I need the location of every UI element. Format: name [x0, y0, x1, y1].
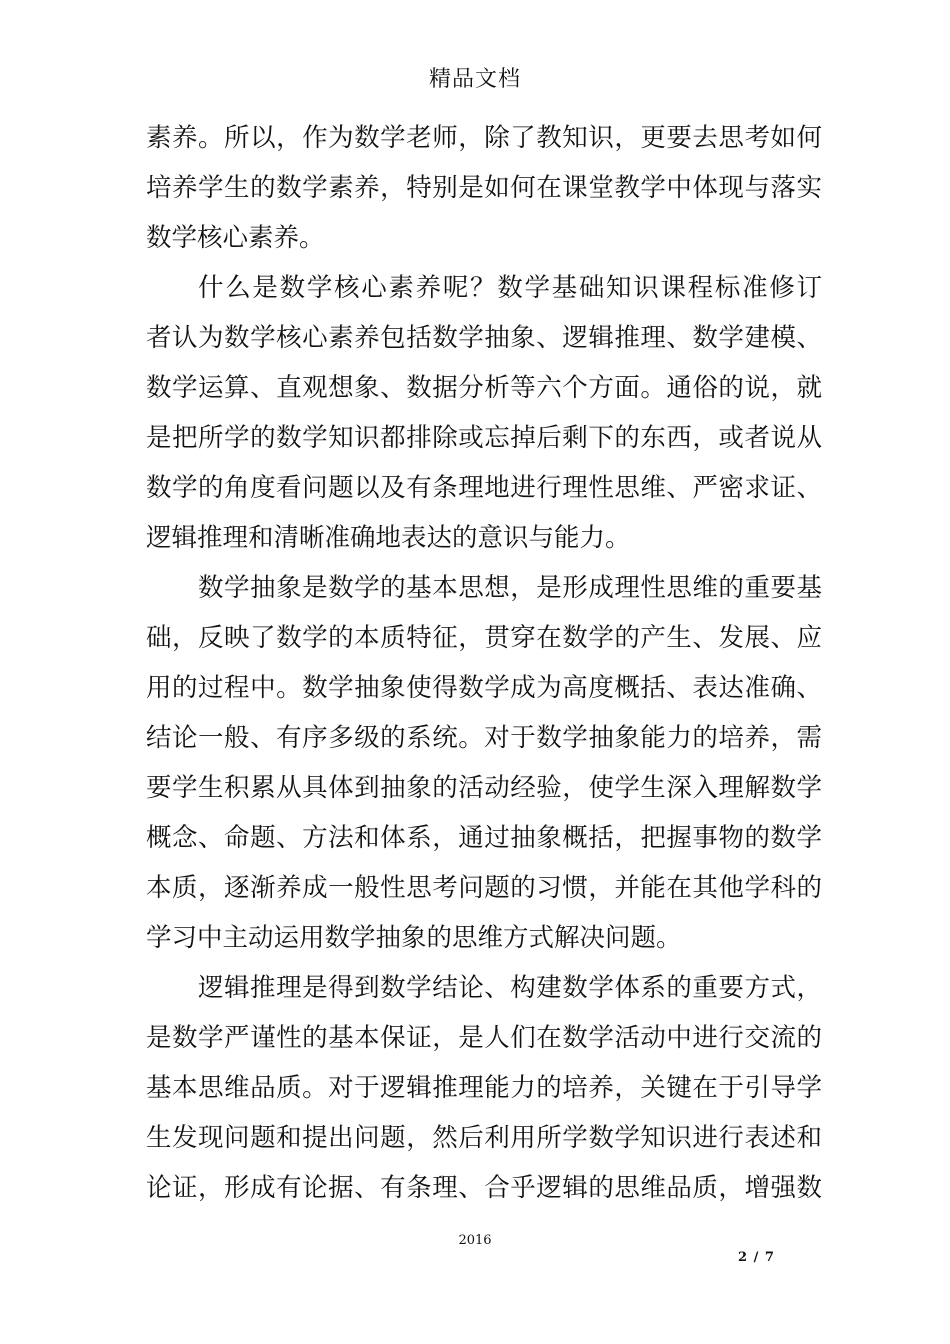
text-line: 生发现问题和提出问题，然后利用所学数学知识进行表述和: [146, 1123, 822, 1153]
text-line: 者认为数学核心素养包括数学抽象、逻辑推理、数学建模、: [146, 323, 822, 353]
document-body: [146, 113, 822, 1213]
page-number: 2 / 7: [738, 1250, 775, 1265]
text-line: 学习中主动运用数学抽象的思维方式解决问题。: [146, 923, 682, 953]
text-line: 结论一般、有序多级的系统。对于数学抽象能力的培养，需: [146, 723, 822, 753]
text-line: 概念、命题、方法和体系，通过抽象概括，把握事物的数学: [146, 823, 822, 853]
text-line: 逻辑推理和清晰准确地表达的意识与能力。: [146, 523, 631, 553]
text-line: 论证，形成有论据、有条理、合乎逻辑的思维品质，增强数: [146, 1173, 822, 1203]
text-line: 培养学生的数学素养，特别是如何在课堂教学中体现与落实: [146, 173, 822, 203]
text-line: 基本思维品质。对于逻辑推理能力的培养，关键在于引导学: [146, 1073, 822, 1103]
paragraph-first-line: 逻辑推理是得到数学结论、构建数学体系的重要方式，: [198, 973, 822, 1003]
text-line: 素养。所以，作为数学老师，除了教知识，更要去思考如何: [146, 123, 822, 153]
text-line: 数学核心素养。: [146, 223, 325, 253]
text-line: 用的过程中。数学抽象使得数学成为高度概括、表达准确、: [146, 673, 822, 703]
text-line: 数学运算、直观想象、数据分析等六个方面。通俗的说，就: [146, 373, 822, 403]
text-line: 是把所学的数学知识都排除或忘掉后剩下的东西，或者说从: [146, 423, 822, 453]
paragraph-first-line: 数学抽象是数学的基本思想，是形成理性思维的重要基: [198, 573, 822, 603]
text-line: 是数学严谨性的基本保证，是人们在数学活动中进行交流的: [146, 1023, 822, 1053]
text-line: 础，反映了数学的本质特征，贯穿在数学的产生、发展、应: [146, 623, 822, 653]
paragraph-first-line: 什么是数学核心素养呢？数学基础知识课程标准修订: [198, 273, 822, 303]
text-line: 要学生积累从具体到抽象的活动经验，使学生深入理解数学: [146, 773, 822, 803]
text-line: 本质，逐渐养成一般性思考问题的习惯，并能在其他学科的: [146, 873, 822, 903]
footer-year: 2016: [458, 1233, 492, 1248]
text-line: 数学的角度看问题以及有条理地进行理性思维、严密求证、: [146, 473, 822, 503]
page-header-title: 精品文档: [428, 67, 521, 92]
